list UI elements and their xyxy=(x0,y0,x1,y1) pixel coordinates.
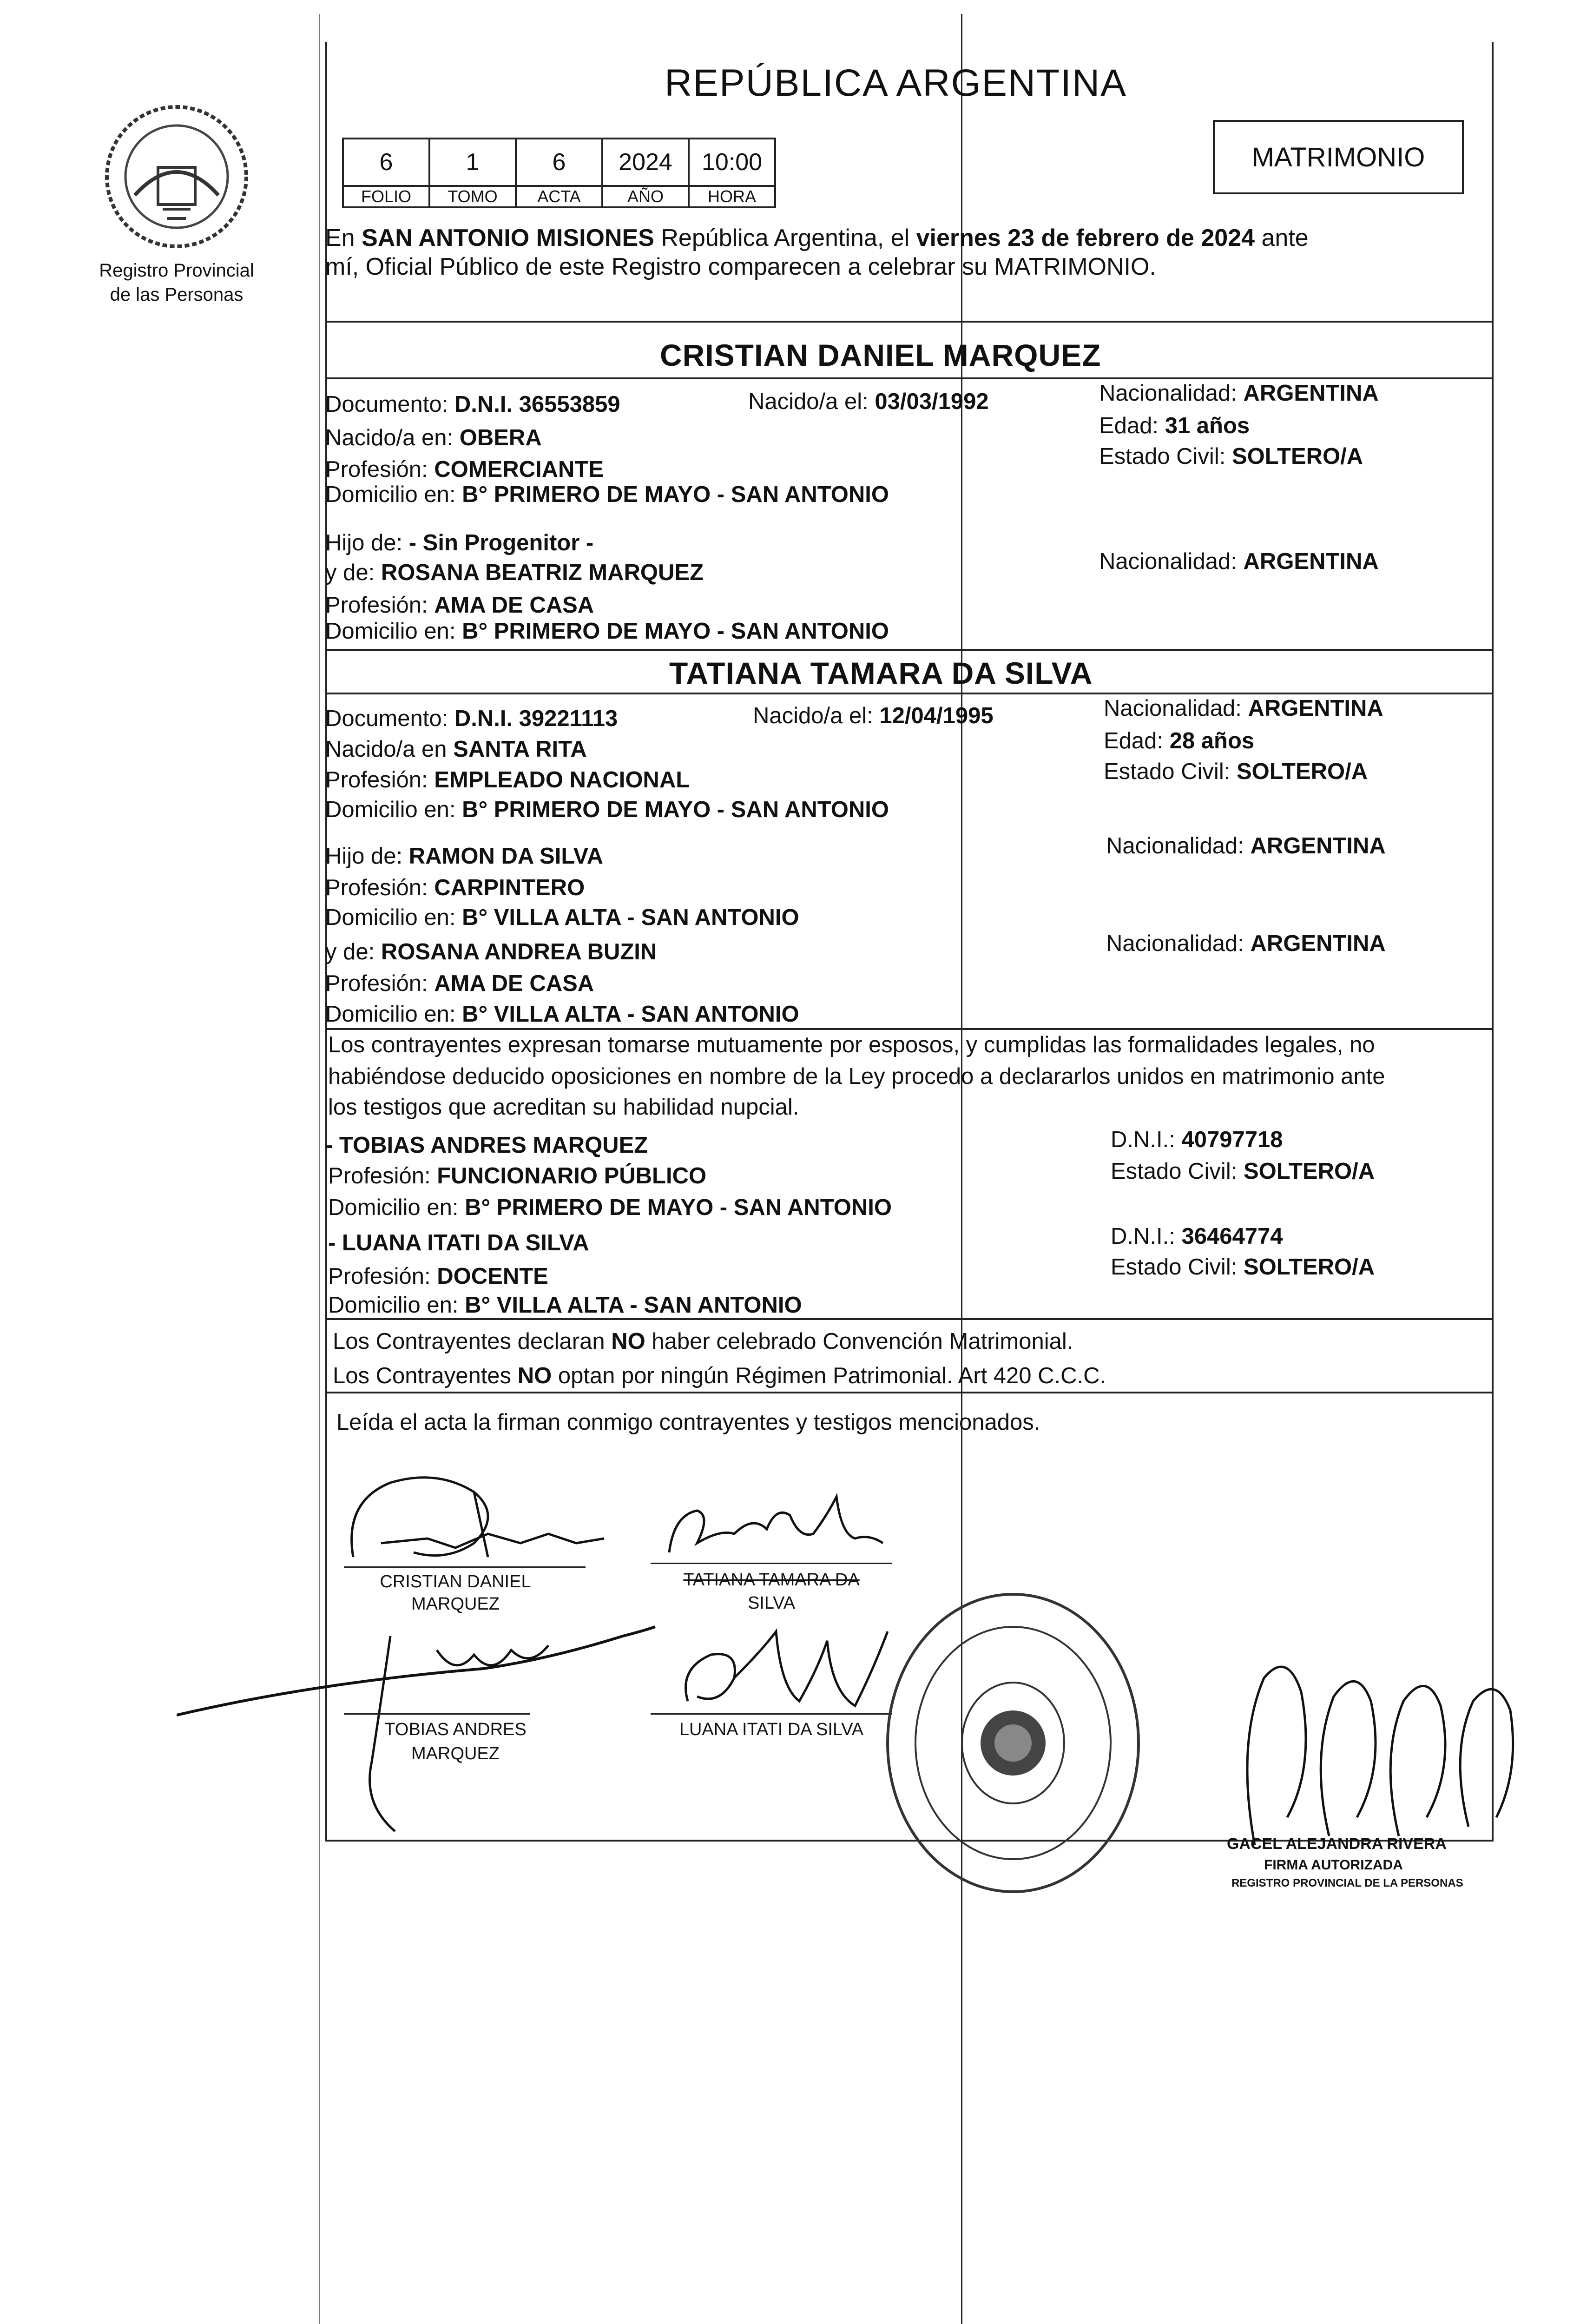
province-seal-icon xyxy=(93,93,260,260)
intro-line-1 xyxy=(325,226,1309,250)
spouse1-doc: Documento: D.N.I. 36553859 xyxy=(325,392,620,417)
spouse2-name: TATIANA TAMARA DA SILVA xyxy=(669,656,1093,690)
spouse1-parent2-profession: Profesión: AMA DE CASA xyxy=(325,593,594,618)
sig3-name-line2: MARQUEZ xyxy=(411,1744,500,1763)
spouse1-born: Nacido/a el: 03/03/1992 xyxy=(748,389,989,414)
folio-label: FOLIO xyxy=(342,185,430,208)
spouse2-mother-nationality: Nacionalidad: ARGENTINA xyxy=(1106,931,1386,956)
spouse1-birthplace: Nacido/a en: OBERA xyxy=(325,425,542,450)
sig4-line xyxy=(651,1713,892,1715)
spouse2-doc: Documento: D.N.I. 39221113 xyxy=(325,706,618,731)
divider-intro xyxy=(325,321,1494,323)
sig2-line xyxy=(651,1563,892,1564)
spouse1-parent2-home: Domicilio en: B° PRIMERO DE MAYO - SAN ANTONIO xyxy=(325,619,889,644)
spouse1-age: Edad: 31 años xyxy=(1099,413,1250,438)
divider-regime xyxy=(325,1392,1494,1393)
acta-label: ACTA xyxy=(515,185,603,208)
intro-date: viernes 23 de febrero de 2024 xyxy=(916,224,1255,251)
spouse1-name: CRISTIAN DANIEL MARQUEZ xyxy=(660,338,1101,372)
spouse2-home: Domicilio en: B° PRIMERO DE MAYO - SAN ANTONIO xyxy=(325,797,889,822)
divider-witnesses xyxy=(325,1318,1494,1320)
official-name: GACEL ALEJANDRA RIVERA xyxy=(1227,1835,1447,1853)
sig2-name-line1: TATIANA TAMARA DA xyxy=(683,1570,860,1590)
witness1-profession: Profesión: FUNCIONARIO PÚBLICO xyxy=(328,1163,707,1188)
tomo-label: TOMO xyxy=(428,185,517,208)
intro-country: República Argentina, el xyxy=(661,224,910,251)
witness2-home: Domicilio en: B° VILLA ALTA - SAN ANTONIO xyxy=(328,1293,802,1318)
folio-value: 6 xyxy=(342,138,430,187)
spouse1-parent1: Hijo de: - Sin Progenitor - xyxy=(325,530,594,555)
spouse2-born: Nacido/a el: 12/04/1995 xyxy=(753,703,994,728)
act-type-box xyxy=(1213,120,1464,194)
anio-value: 2024 xyxy=(601,138,690,187)
intro-place: SAN ANTONIO MISIONES xyxy=(362,224,654,251)
act-type: MATRIMONIO xyxy=(1251,142,1425,172)
acta-value: 6 xyxy=(515,138,603,187)
regime-line-2: Los Contrayentes NO optan por ningún Régimen Patrimonial. Art 420 C.C.C. xyxy=(333,1363,1106,1388)
spouse1-profession: Profesión: COMERCIANTE xyxy=(325,457,604,482)
spouse1-parent2: y de: ROSANA BEATRIZ MARQUEZ xyxy=(325,560,704,585)
witness2-civil-status: Estado Civil: SOLTERO/A xyxy=(1111,1254,1375,1280)
signature-tatiana xyxy=(660,1487,892,1562)
official-role: FIRMA AUTORIZADA xyxy=(1264,1857,1403,1873)
witness1-civil-status: Estado Civil: SOLTERO/A xyxy=(1111,1159,1375,1184)
divider-spouse2 xyxy=(325,1028,1494,1030)
witness2-profession: Profesión: DOCENTE xyxy=(328,1264,548,1289)
closing-text: Leída el acta la firman conmigo contrayentes y testigos mencionados. xyxy=(336,1410,1040,1435)
registry-logo xyxy=(84,93,270,281)
logo-caption-2: de las Personas xyxy=(110,284,244,305)
spouse2-mother: y de: ROSANA ANDREA BUZIN xyxy=(325,939,657,964)
left-margin-line xyxy=(319,14,320,2324)
declaration-line-3: los testigos que acreditan su habilidad nupcial. xyxy=(328,1095,799,1120)
divider-name2 xyxy=(325,693,1494,694)
spouse1-civil-status: Estado Civil: SOLTERO/A xyxy=(1099,444,1363,469)
spouse1-home: Domicilio en: B° PRIMERO DE MAYO - SAN ANTONIO xyxy=(325,482,889,507)
declaration-line-2: habiéndose deducido oposiciones en nombre de la Ley procedo a declararlos unidos en matrimonio ante xyxy=(328,1064,1385,1089)
witness2-name: - LUANA ITATI DA SILVA xyxy=(328,1230,589,1255)
spouse1-nationality: Nacionalidad: ARGENTINA xyxy=(1099,381,1379,406)
country-title: REPÚBLICA ARGENTINA xyxy=(665,62,1127,104)
witness1-name: - TOBIAS ANDRES MARQUEZ xyxy=(325,1133,648,1158)
spouse2-birthplace: Nacido/a en SANTA RITA xyxy=(325,737,587,762)
registry-stamp-icon xyxy=(883,1590,1143,1896)
spouse2-father-home: Domicilio en: B° VILLA ALTA - SAN ANTONIO xyxy=(325,905,799,930)
spouse2-father: Hijo de: RAMON DA SILVA xyxy=(325,844,604,869)
witness1-dni: D.N.I.: 40797718 xyxy=(1111,1127,1283,1152)
spouse2-father-profession: Profesión: CARPINTERO xyxy=(325,875,585,900)
sig1-name-line2: MARQUEZ xyxy=(411,1594,500,1614)
official-signature xyxy=(1236,1650,1524,1850)
witness2-dni: D.N.I.: 36464774 xyxy=(1111,1224,1283,1249)
intro-suffix: ante xyxy=(1261,224,1309,251)
signature-luana xyxy=(669,1613,911,1720)
hora-label: HORA xyxy=(688,185,776,208)
official-stamp xyxy=(883,1590,1143,1896)
spouse2-mother-home: Domicilio en: B° VILLA ALTA - SAN ANTONIO xyxy=(325,1002,799,1027)
right-border xyxy=(1492,42,1494,1841)
sig3-name-line1: TOBIAS ANDRES xyxy=(384,1720,527,1739)
spouse2-profession: Profesión: EMPLEADO NACIONAL xyxy=(325,767,690,792)
intro-prefix: En xyxy=(325,224,355,251)
declaration-line-1: Los contrayentes expresan tomarse mutuamente por esposos, y cumplidas las formalidades legales, no xyxy=(328,1032,1375,1057)
sig2-name-line2: SILVA xyxy=(747,1593,796,1613)
tomo-value: 1 xyxy=(428,138,517,187)
witness1-home: Domicilio en: B° PRIMERO DE MAYO - SAN ANTONIO xyxy=(328,1195,892,1220)
sig1-line xyxy=(344,1566,586,1568)
spouse2-civil-status: Estado Civil: SOLTERO/A xyxy=(1104,759,1368,784)
spouse1-parent2-nationality: Nacionalidad: ARGENTINA xyxy=(1099,549,1379,574)
record-table xyxy=(342,138,783,212)
spouse2-nationality: Nacionalidad: ARGENTINA xyxy=(1104,696,1383,721)
spouse2-age: Edad: 28 años xyxy=(1104,728,1255,753)
intro-line-2: mí, Oficial Público de este Registro comparecen a celebrar su MATRIMONIO. xyxy=(325,253,1156,280)
sig1-name-line1: CRISTIAN DANIEL xyxy=(380,1572,531,1591)
divider-name1 xyxy=(325,377,1494,379)
official-org: REGISTRO PROVINCIAL DE LA PERSONAS xyxy=(1231,1877,1463,1889)
logo-caption-1: Registro Provincial xyxy=(99,260,254,281)
sig3-line xyxy=(344,1713,530,1715)
regime-line-1: Los Contrayentes declaran NO haber celebrado Convención Matrimonial. xyxy=(333,1329,1073,1354)
signature-cristian xyxy=(335,1464,613,1571)
anio-label: AÑO xyxy=(601,185,690,208)
spouse2-mother-profession: Profesión: AMA DE CASA xyxy=(325,971,594,996)
sig4-name-line1: LUANA ITATI DA SILVA xyxy=(679,1720,864,1739)
hora-value: 10:00 xyxy=(688,138,776,187)
divider-spouse1 xyxy=(325,649,1494,651)
spouse2-father-nationality: Nacionalidad: ARGENTINA xyxy=(1106,833,1386,858)
